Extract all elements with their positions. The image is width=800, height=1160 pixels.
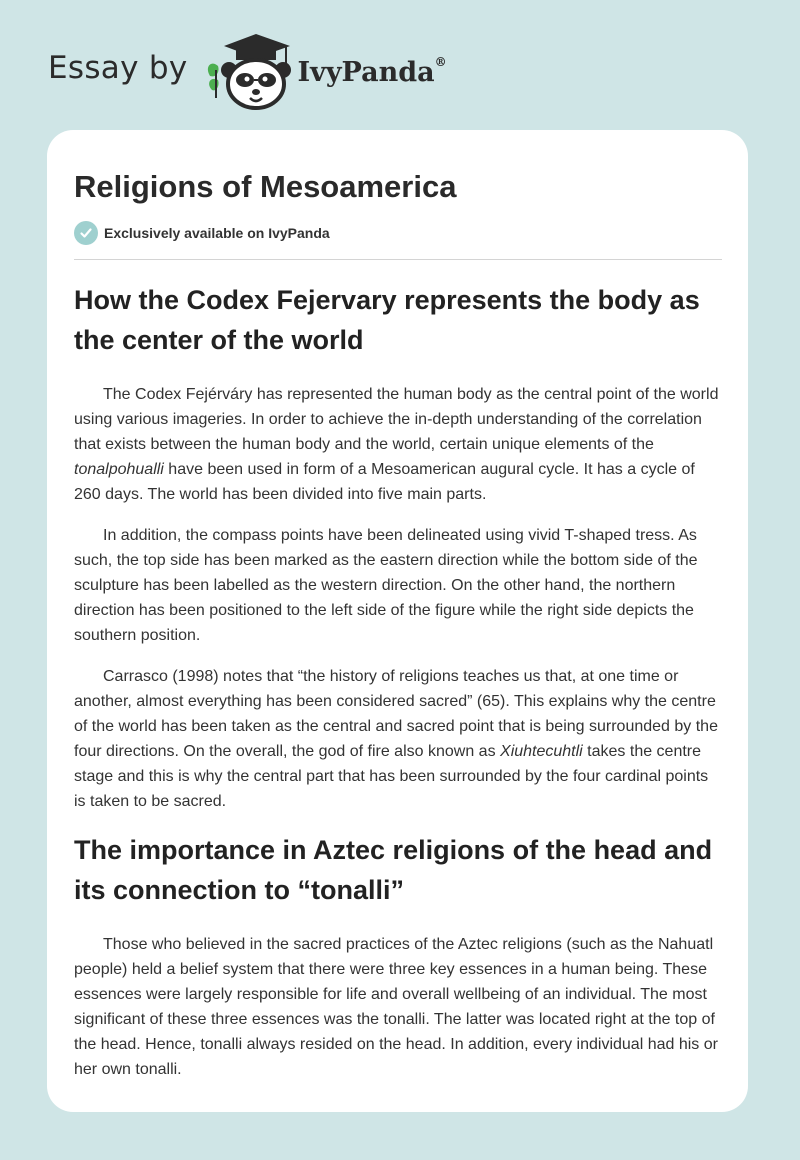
paragraph-text: have been used in form of a Mesoamerican augural cycle. It has a cycle of 260 days. The world has been divided into five main parts. bbox=[74, 461, 695, 504]
paragraph bbox=[74, 382, 722, 507]
page-title: Religions of Mesoamerica bbox=[74, 169, 457, 204]
paragraph-text: Carrasco (1998) notes that “the history of religions teaches us that, at one time or another, almost everything has been considered sacred” (65). This explains why the centre of the world has been taken as the central and sacred point that is being surrounded by the four directions. On the overall, the god of fire also known as bbox=[74, 668, 718, 761]
divider bbox=[74, 259, 722, 260]
exclusive-label: Exclusively available on IvyPanda bbox=[104, 225, 330, 242]
site-header bbox=[48, 30, 447, 112]
emphasis-term: tonalpohualli bbox=[74, 461, 164, 479]
brand-text: IvyPanda bbox=[297, 56, 435, 88]
panda-graduation-cap-icon[interactable] bbox=[202, 30, 294, 112]
paragraph: Those who believed in the sacred practices of the Aztec religions (such as the Nahuatl people) held a belief system that there were three key essences in a human being. These essences were largely responsible for life and overall wellbeing of an individual. The most significant of these three essences was the tonalli. The latter was located right at the top of the head. Hence, tonalli always resided on the head. In addition, every individual had his or her own tonalli. bbox=[74, 936, 718, 1079]
emphasis-term: Xiuhtecuhtli bbox=[500, 743, 583, 761]
essay-card bbox=[47, 130, 748, 1112]
section-heading: The importance in Aztec religions of the head and its connection to “tonalli” bbox=[74, 835, 713, 906]
paragraph-text: The Codex Fejérváry has represented the human body as the central point of the world using various imageries. In order to achieve the in-depth understanding of the correlation that exists between the human body and the world, certain unique elements of the bbox=[74, 386, 719, 454]
registered-mark: ® bbox=[434, 54, 447, 69]
section-heading: How the Codex Fejervary represents the body as the center of the world bbox=[74, 285, 700, 356]
paragraph bbox=[74, 664, 722, 814]
brand-name bbox=[297, 54, 447, 88]
exclusive-badge bbox=[74, 221, 722, 245]
checkmark-icon bbox=[74, 221, 98, 245]
essay-by-label: Essay by bbox=[48, 50, 188, 86]
paragraph: In addition, the compass points have been delineated using vivid T-shaped tress. As such, the top side has been marked as the eastern direction while the bottom side of the sculpture has been labelled as the western direction. On the other hand, the northern direction has been positioned to the left side of the figure while the right side depicts the southern position. bbox=[74, 527, 698, 645]
paragraph-text: takes the centre stage and this is why the central part that has been surrounded by the four cardinal points is taken to be sacred. bbox=[74, 743, 709, 811]
